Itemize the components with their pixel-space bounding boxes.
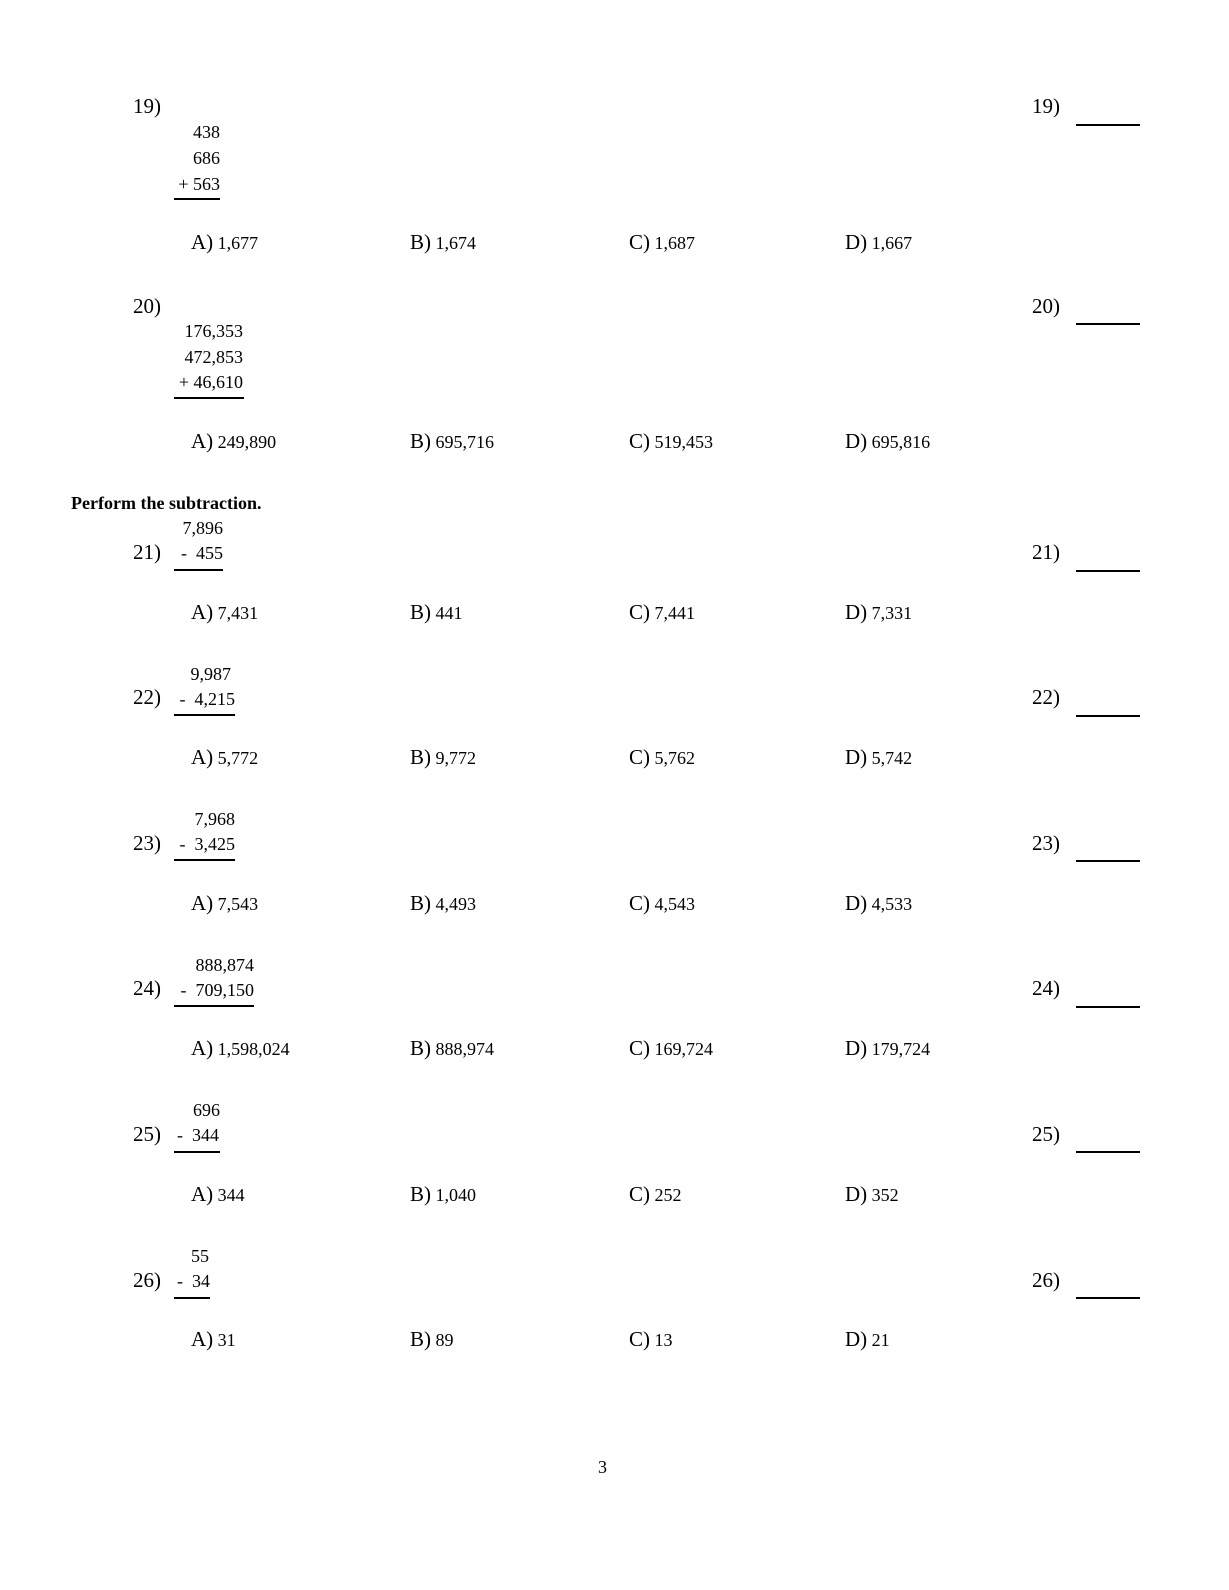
- answer-blank[interactable]: [1076, 1151, 1140, 1153]
- operand-line: + 563: [178, 174, 220, 194]
- operand-line: - 34: [177, 1271, 210, 1291]
- operand-line: 7,968: [194, 809, 235, 829]
- operand-line: 472,853: [184, 347, 243, 367]
- operand-line: + 46,610: [178, 372, 243, 392]
- answer-blank[interactable]: [1076, 124, 1140, 126]
- answer-number: 24): [1032, 976, 1060, 1000]
- choice-d[interactable]: D) 4,533: [845, 891, 913, 915]
- difference-rule: [174, 1297, 210, 1299]
- choice-d[interactable]: D) 1,667: [845, 230, 913, 254]
- operand-line: 686: [193, 148, 220, 168]
- choice-a[interactable]: A) 7,431: [191, 600, 259, 624]
- choice-b[interactable]: B) 1,040: [410, 1182, 476, 1206]
- choice-d[interactable]: D) 695,816: [845, 429, 931, 453]
- choice-c[interactable]: C) 5,762: [629, 745, 695, 769]
- choice-c[interactable]: C) 1,687: [629, 230, 695, 254]
- choice-d[interactable]: D) 352: [845, 1182, 899, 1206]
- sum-rule: [174, 397, 244, 399]
- choice-b[interactable]: B) 89: [410, 1327, 454, 1351]
- question-number: 20): [133, 294, 161, 318]
- question-number: 26): [133, 1268, 161, 1292]
- choice-b[interactable]: B) 1,674: [410, 230, 476, 254]
- choice-a[interactable]: A) 344: [191, 1182, 245, 1206]
- choice-d[interactable]: D) 179,724: [845, 1036, 931, 1060]
- operand-line: 888,874: [195, 955, 254, 975]
- difference-rule: [174, 714, 235, 716]
- question-number: 21): [133, 540, 161, 564]
- operand-line: 176,353: [184, 321, 243, 341]
- question-number: 19): [133, 94, 161, 118]
- operand-line: 696: [193, 1100, 220, 1120]
- section-instruction: Perform the subtraction.: [71, 493, 262, 513]
- choice-a[interactable]: A) 7,543: [191, 891, 259, 915]
- difference-rule: [174, 859, 235, 861]
- choice-d[interactable]: D) 21: [845, 1327, 890, 1351]
- answer-blank[interactable]: [1076, 323, 1140, 325]
- question-number: 24): [133, 976, 161, 1000]
- answer-blank[interactable]: [1076, 860, 1140, 862]
- operand-line: - 3,425: [179, 834, 235, 854]
- operand-line: 438: [193, 122, 220, 142]
- operand-line: 55: [191, 1246, 209, 1266]
- choice-b[interactable]: B) 695,716: [410, 429, 494, 453]
- choice-c[interactable]: C) 169,724: [629, 1036, 713, 1060]
- answer-number: 25): [1032, 1122, 1060, 1146]
- choice-b[interactable]: B) 9,772: [410, 745, 476, 769]
- answer-blank[interactable]: [1076, 715, 1140, 717]
- answer-blank[interactable]: [1076, 1006, 1140, 1008]
- operand-line: - 4,215: [179, 689, 235, 709]
- answer-number: 26): [1032, 1268, 1060, 1292]
- operand-line: 9,987: [190, 664, 231, 684]
- difference-rule: [174, 1151, 220, 1153]
- operand-line: - 709,150: [180, 980, 254, 1000]
- answer-number: 23): [1032, 831, 1060, 855]
- choice-a[interactable]: A) 31: [191, 1327, 236, 1351]
- choice-b[interactable]: B) 4,493: [410, 891, 476, 915]
- choice-d[interactable]: D) 5,742: [845, 745, 913, 769]
- choice-c[interactable]: C) 4,543: [629, 891, 695, 915]
- answer-blank[interactable]: [1076, 1297, 1140, 1299]
- choice-c[interactable]: C) 7,441: [629, 600, 695, 624]
- answer-number: 19): [1032, 94, 1060, 118]
- difference-rule: [174, 569, 223, 571]
- question-number: 22): [133, 685, 161, 709]
- choice-c[interactable]: C) 252: [629, 1182, 682, 1206]
- choice-a[interactable]: A) 5,772: [191, 745, 259, 769]
- choice-b[interactable]: B) 441: [410, 600, 463, 624]
- page-number: 3: [598, 1457, 607, 1477]
- choice-b[interactable]: B) 888,974: [410, 1036, 494, 1060]
- answer-blank[interactable]: [1076, 570, 1140, 572]
- choice-d[interactable]: D) 7,331: [845, 600, 913, 624]
- choice-a[interactable]: A) 1,677: [191, 230, 259, 254]
- operand-line: 7,896: [182, 518, 223, 538]
- question-number: 23): [133, 831, 161, 855]
- answer-number: 22): [1032, 685, 1060, 709]
- choice-a[interactable]: A) 249,890: [191, 429, 277, 453]
- difference-rule: [174, 1005, 254, 1007]
- sum-rule: [174, 198, 220, 200]
- operand-line: - 455: [181, 543, 223, 563]
- operand-line: - 344: [177, 1125, 219, 1145]
- answer-number: 21): [1032, 540, 1060, 564]
- choice-c[interactable]: C) 519,453: [629, 429, 713, 453]
- question-number: 25): [133, 1122, 161, 1146]
- answer-number: 20): [1032, 294, 1060, 318]
- choice-a[interactable]: A) 1,598,024: [191, 1036, 290, 1060]
- choice-c[interactable]: C) 13: [629, 1327, 673, 1351]
